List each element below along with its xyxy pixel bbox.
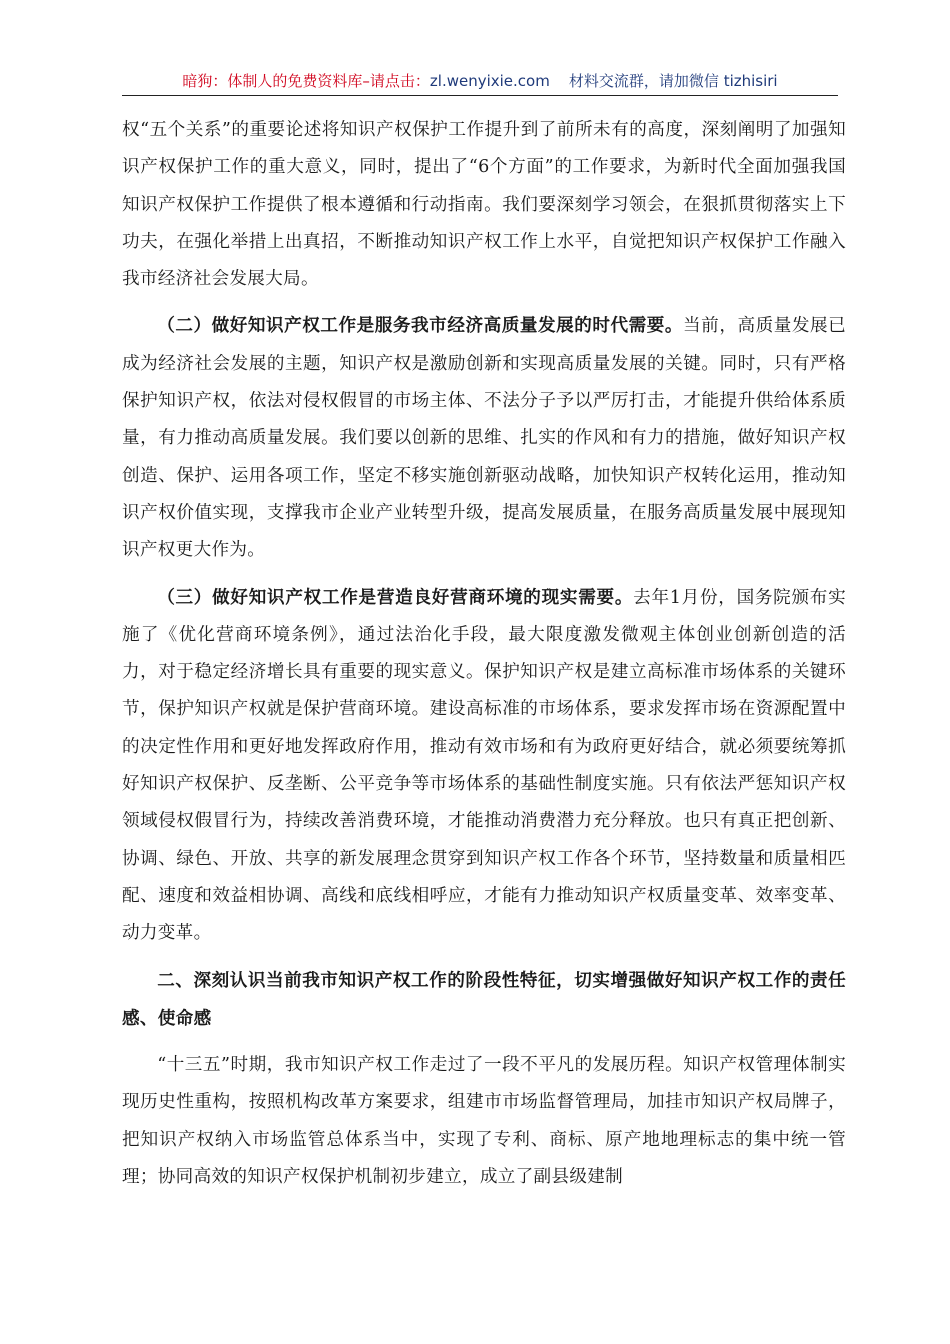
header-prompt: –请点击： <box>362 72 430 90</box>
paragraph-lead-heading: （三）做好知识产权工作是营造良好营商环境的现实需要。 <box>157 586 634 608</box>
paragraph-continuation <box>122 112 846 298</box>
page-header <box>122 68 838 94</box>
header-brand: 暗狗：体制人的免费资料库 <box>182 72 363 90</box>
paragraph-body: “十三五”时期，我市知识产权工作走过了一段不平凡的发展历程。知识产权管理体制实现历史性重构，按照机构改革方案要求，组建市市场监督管理局，加挂市知识产权局牌子，把知识产权纳入市场监管总体系当中，实现了专利、商标、原产地地理标志的集中统一管理；协同高效的知识产权保护机制初步建立，成立了副县级建制 <box>122 1055 846 1188</box>
header-group-note: 材料交流群，请加微信 tizhisiri <box>568 72 778 90</box>
paragraph-body: 当前，高质量发展已成为经济社会发展的主题，知识产权是激励创新和实现高质量发展的关键。同时，只有严格保护知识产权，依法对侵权假冒的市场主体、不法分子予以严厉打击，才能提升供给体系质量，有力推动高质量发展。我们要以创新的思维、扎实的作风和有力的措施，做好知识产权创造、保护、运用各项工作，坚定不移实施创新驱动战略，加快知识产权转化运用，推动知识产权价值实现，支撑我市企业产业转型升级，提高发展质量，在服务高质量发展中展现知识产权更大作为。 <box>122 316 847 561</box>
paragraph-section-two <box>122 307 846 569</box>
paragraph-body: 权“五个关系”的重要论述将知识产权保护工作提升到了前所未有的高度，深刻阐明了加强知识产权保护工作的重大意义，同时，提出了“6个方面”的工作要求，为新时代全面加强我国知识产权保护工作提供了根本遵循和行动指南。我们要深刻学习领会，在狠抓贯彻落实上下功夫，在强化举措上出真招，不断推动知识产权工作上水平，自觉把知识产权保护工作融入我市经济社会发展大局。 <box>122 120 846 290</box>
header-divider <box>122 95 838 96</box>
paragraph-body: 去年1月份，国务院颁布实施了《优化营商环境条例》，通过法治化手段，最大限度激发微观主体创业创新创造的活力，对于稳定经济增长具有重要的现实意义。保护知识产权是建立高标准市场体系的关键环节，保护知识产权就是保护营商环境。建设高标准的市场体系，要求发挥市场在资源配置中的决定性作用和更好地发挥政府作用，推动有效市场和有为政府更好结合，就必须要统筹抓好知识产权保护、反垄断、公平竞争等市场体系的基础性制度实施。只有依法严惩知识产权领域侵权假冒行为，持续改善消费环境，才能推动消费潜力充分释放。也只有真正把创新、协调、绿色、开放、共享的新发展理念贯穿到知识产权工作各个环节，坚持数量和质量相匹配、速度和效益相协调、高线和底线相呼应，才能有力推动知识产权质量变革、效率变革、动力变革。 <box>122 587 846 944</box>
section-heading <box>122 962 846 1039</box>
section-heading-text: 二、深刻认识当前我市知识产权工作的阶段性特征，切实增强做好知识产权工作的责任感、使命感 <box>122 969 846 1029</box>
document-body <box>122 112 846 1196</box>
paragraph-section-three <box>122 579 846 953</box>
paragraph-lead-heading: （二）做好知识产权工作是服务我市经济高质量发展的时代需要。 <box>157 315 684 337</box>
header-site-link[interactable]: zl.wenyixie.com <box>429 72 550 90</box>
paragraph-thirteenth-five-year <box>122 1047 846 1196</box>
